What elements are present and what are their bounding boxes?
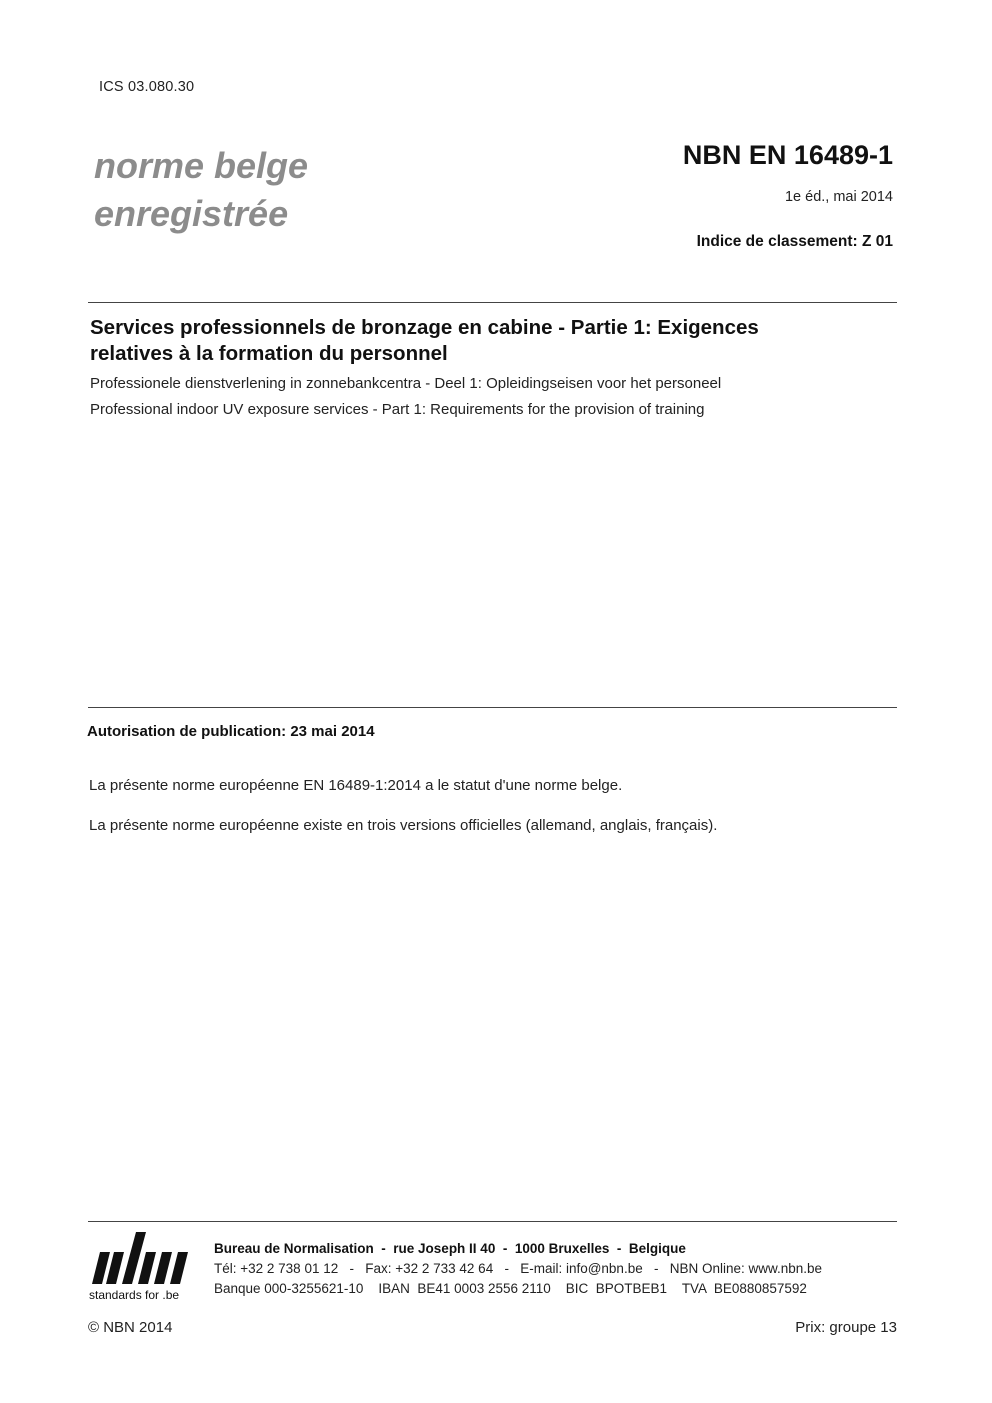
edition-date: 1e éd., mai 2014 [784, 189, 893, 205]
brand-title [94, 142, 308, 238]
brand-line-1: norme belge [94, 145, 309, 186]
nbn-logo [88, 1228, 203, 1306]
title-dutch: Professionele dienstverlening in zonnebankcentra - Deel 1: Opleidingseisen voor het personeel [90, 375, 722, 392]
brand-line-2: enregistrée [94, 193, 289, 234]
ics-code: ICS 03.080.30 [99, 79, 195, 95]
versions-paragraph: La présente norme européenne existe en trois versions officielles (allemand, anglais, français). [89, 817, 718, 834]
divider-footer [88, 1221, 897, 1222]
price-group: Prix: groupe 13 [795, 1319, 897, 1336]
logo-tagline: standards for .be [89, 1288, 180, 1302]
bank-details: Banque 000-3255621-10 IBAN BE41 0003 2556 2110 BIC BPOTBEB1 TVA BE0880857592 [214, 1281, 807, 1296]
copyright: © NBN 2014 [88, 1319, 173, 1336]
contact-line: Tél: +32 2 738 01 12 - Fax: +32 2 733 42 64 - E-mail: info@nbn.be - NBN Online: www.nbn.be [214, 1261, 823, 1276]
divider-middle [88, 707, 897, 708]
title-french [90, 315, 880, 367]
title-french-line-2: relatives à la formation du personnel [90, 342, 448, 365]
standard-number: NBN EN 16489-1 [682, 140, 893, 170]
nbn-logo-icon [88, 1228, 198, 1286]
status-paragraph: La présente norme européenne EN 16489-1:2014 a le statut d'une norme belge. [89, 777, 623, 794]
classification-index: Indice de classement: Z 01 [696, 233, 893, 250]
publication-authorisation: Autorisation de publication: 23 mai 2014 [87, 723, 375, 740]
divider-top [88, 302, 897, 303]
title-french-line-1: Services professionnels de bronzage en cabine - Partie 1: Exigences [90, 316, 759, 339]
bureau-address: Bureau de Normalisation - rue Joseph II 40 - 1000 Bruxelles - Belgique [214, 1241, 686, 1256]
title-english: Professional indoor UV exposure services - Part 1: Requirements for the provision of training [90, 401, 705, 418]
